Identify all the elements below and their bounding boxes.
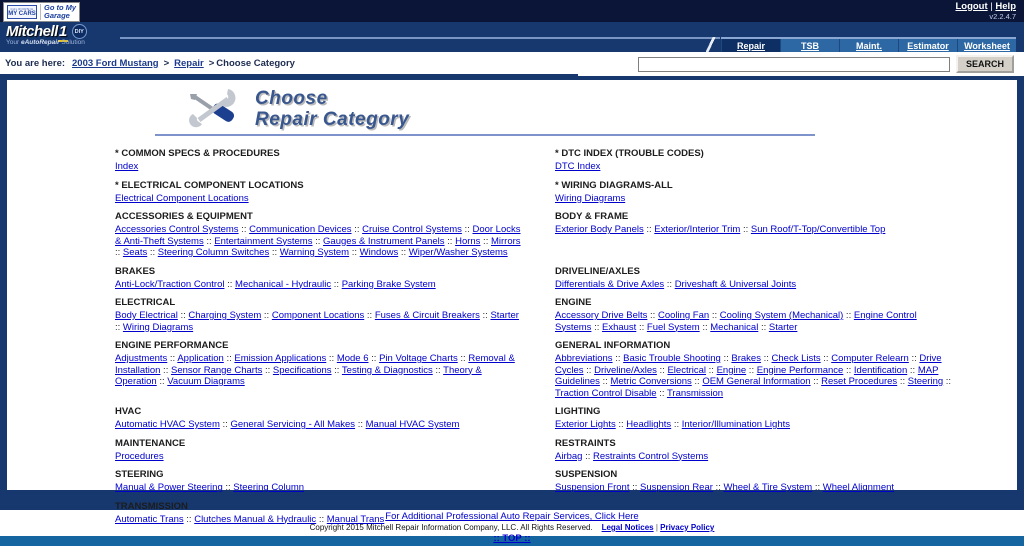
category-link[interactable]: Emission Applications: [234, 353, 327, 364]
category-section: [115, 406, 523, 431]
link-separator: ::: [760, 353, 772, 364]
breadcrumb-vehicle-link[interactable]: 2003 Ford Mustang: [72, 57, 159, 69]
link-separator: ::: [183, 513, 195, 525]
category-link[interactable]: MAP Guidelines: [555, 364, 939, 387]
category-section: [555, 469, 955, 494]
category-grid: [115, 148, 960, 532]
link-separator: ::: [712, 482, 724, 493]
category-link[interactable]: Sun Roof/T-Top/Convertible Top: [750, 224, 886, 235]
category-section: [115, 340, 523, 399]
category-links: [115, 353, 523, 388]
category-links: [115, 451, 523, 463]
category-link[interactable]: Mechanical: [710, 321, 759, 333]
category-section: [555, 501, 955, 526]
logout-link[interactable]: Logout: [955, 0, 988, 12]
link-separator: ::: [203, 235, 215, 247]
tab-maint[interactable]: Maint.: [839, 39, 898, 52]
link-separator: ::: [599, 376, 611, 387]
link-separator: ::: [480, 235, 491, 247]
category-title: TRANSMISSION: [115, 500, 188, 512]
category-links: [555, 419, 955, 431]
category-link[interactable]: Adjustments: [115, 353, 168, 364]
category-links: [115, 193, 523, 205]
category-section: [115, 438, 523, 463]
category-link[interactable]: Manual HVAC System: [365, 419, 460, 430]
category-link[interactable]: Pin Voltage Charts: [379, 353, 458, 364]
category-link[interactable]: Transmission: [666, 387, 724, 399]
category-section: [555, 180, 955, 205]
breadcrumb-row: [0, 52, 1024, 74]
category-link[interactable]: Manual Trans: [326, 513, 385, 525]
category-section: [115, 211, 523, 259]
link-separator: ::: [812, 482, 823, 493]
link-separator: ::: [656, 364, 668, 376]
link-separator: ::: [432, 364, 444, 376]
category-section: [555, 211, 955, 259]
link-separator: ::: [671, 419, 682, 430]
category-title: * ELECTRICAL COMPONENT LOCATIONS: [115, 179, 304, 191]
category-title: ENGINE: [555, 297, 592, 308]
category-link[interactable]: Exterior/Interior Trim: [654, 224, 741, 235]
link-separator: ::: [656, 387, 667, 399]
category-link[interactable]: Exterior Body Panels: [555, 224, 644, 235]
link-separator: ::: [720, 353, 732, 364]
category-link[interactable]: Check Lists: [771, 353, 821, 364]
category-link[interactable]: Charging System: [188, 310, 262, 321]
category-title: SUSPENSION: [555, 469, 618, 480]
category-section: [555, 148, 955, 173]
category-link[interactable]: Abbreviations: [555, 353, 613, 364]
link-separator: ::: [115, 321, 123, 333]
category-section: [115, 148, 523, 173]
category-link[interactable]: Component Locations: [271, 310, 365, 321]
link-separator: ::: [479, 310, 491, 321]
breadcrumb: [5, 58, 295, 69]
link-separator: ::: [907, 364, 918, 376]
category-section: [555, 340, 955, 399]
link-separator: ::: [612, 353, 624, 364]
category-title: ELECTRICAL: [115, 297, 176, 308]
category-link[interactable]: Suspension Rear: [640, 482, 713, 493]
category-section: [555, 266, 955, 291]
privacy-policy-link[interactable]: Privacy Policy: [660, 523, 715, 532]
link-separator: ::: [636, 321, 647, 333]
link-separator: ::: [664, 278, 675, 290]
category-link[interactable]: Door Locks & Anti-Theft Systems: [115, 224, 521, 247]
category-link[interactable]: Wiper/Washer Systems: [408, 247, 508, 258]
category-section: [115, 297, 523, 333]
category-title: * DTC INDEX (TROUBLE CODES): [555, 148, 704, 159]
link-separator: ::: [368, 353, 380, 364]
category-link[interactable]: Headlights: [626, 419, 672, 430]
link-separator: ::: [147, 247, 158, 258]
link-separator: ::: [156, 376, 168, 387]
category-title: GENERAL INFORMATION: [555, 340, 671, 351]
link-separator: ::: [269, 247, 280, 258]
category-link[interactable]: Fuses & Circuit Breakers: [374, 310, 480, 321]
garage-button-label: Go to My Garage: [40, 4, 76, 20]
logo-text: Mitchell1: [6, 23, 67, 40]
tab-diagonal-decoration: [703, 37, 717, 52]
category-link[interactable]: Mechanical - Hydraulic: [235, 278, 332, 290]
category-link[interactable]: DTC Index: [555, 161, 601, 172]
category-link[interactable]: Warning System: [279, 247, 350, 258]
category-link[interactable]: Traction Control Disable: [555, 387, 657, 399]
category-link[interactable]: Engine Control Systems: [555, 310, 917, 333]
category-link[interactable]: Mode 6: [336, 353, 369, 364]
category-links: [115, 419, 523, 431]
top-utility-bar: [0, 0, 1024, 22]
link-separator: ::: [843, 364, 854, 376]
category-links: [115, 161, 523, 173]
category-title: BODY & FRAME: [555, 211, 629, 222]
category-link[interactable]: Clutches Manual & Hydraulic: [194, 513, 317, 525]
category-link[interactable]: General Servicing - All Makes: [230, 419, 356, 430]
link-separator: ::: [582, 450, 594, 462]
tab-accent-line: [120, 37, 720, 39]
category-link[interactable]: Procedures: [115, 450, 164, 462]
category-link[interactable]: Removal & Installation: [115, 353, 515, 376]
search-panel: [578, 52, 1024, 76]
category-link[interactable]: Entertainment Systems: [214, 235, 313, 247]
category-link[interactable]: Vacuum Diagrams: [167, 376, 245, 387]
tab-repair[interactable]: Repair: [721, 39, 780, 52]
category-links: [555, 451, 955, 463]
link-separator: ::: [629, 482, 641, 493]
category-title: * COMMON SPECS & PROCEDURES: [115, 148, 280, 159]
link-separator: ::: [615, 419, 627, 430]
main-tab-bar: [721, 37, 1016, 52]
footer-link-divider: |: [653, 523, 661, 532]
link-separator: ::: [647, 310, 658, 321]
category-link[interactable]: Cooling System (Mechanical): [719, 310, 844, 321]
category-link[interactable]: Application: [177, 353, 224, 364]
category-link[interactable]: Anti-Lock/Traction Control: [115, 278, 225, 290]
link-separator: ::: [261, 310, 272, 321]
link-separator: ::: [444, 235, 456, 247]
category-link[interactable]: Basic Trouble Shooting: [623, 353, 721, 364]
category-link[interactable]: Engine: [716, 364, 747, 376]
category-section: [555, 297, 955, 333]
link-separator: ::: [331, 278, 342, 290]
category-link[interactable]: Electrical: [667, 364, 707, 376]
category-link[interactable]: Exterior Lights: [555, 419, 616, 430]
category-link[interactable]: Wheel & Tire System: [723, 482, 813, 493]
link-separator: ::: [355, 419, 366, 430]
category-links: [555, 193, 955, 205]
category-link[interactable]: Index: [115, 161, 139, 172]
breadcrumb-separator: >: [163, 57, 170, 69]
link-separator: ::: [115, 247, 123, 258]
category-link[interactable]: Electrical Component Locations: [115, 192, 249, 204]
link-separator: ::: [331, 364, 342, 376]
category-link[interactable]: Accessories Control Systems: [115, 224, 239, 235]
plate-state-text: CALIFORNIA: [10, 6, 34, 11]
category-link[interactable]: Cooling Fan: [657, 310, 710, 321]
link-divider: |: [987, 0, 996, 12]
category-link[interactable]: Restraints Control Systems: [593, 450, 709, 462]
category-link[interactable]: Mirrors: [490, 235, 521, 247]
breadcrumb-prefix: You are here:: [5, 57, 66, 69]
link-separator: ::: [238, 224, 250, 235]
link-separator: ::: [262, 364, 273, 376]
link-separator: ::: [457, 353, 469, 364]
link-separator: ::: [219, 419, 231, 430]
back-to-top-link[interactable]: :: TOP ::: [493, 533, 531, 544]
category-link[interactable]: Cruise Control Systems: [362, 224, 462, 235]
search-button[interactable]: SEARCH: [956, 55, 1014, 73]
category-link[interactable]: Suspension Front: [555, 482, 630, 493]
category-links: [115, 279, 523, 291]
category-links: [115, 482, 523, 494]
category-link[interactable]: Communication Devices: [249, 224, 352, 235]
category-link[interactable]: Sensor Range Charts: [170, 364, 263, 376]
breadcrumb-current: Choose Category: [216, 57, 295, 69]
category-link[interactable]: Steering Column: [233, 482, 305, 493]
link-separator: ::: [699, 321, 711, 333]
link-separator: ::: [398, 247, 409, 258]
category-link[interactable]: Wiring Diagrams: [555, 192, 626, 204]
category-section: [115, 180, 523, 205]
page-title-block: [185, 86, 409, 130]
link-separator: ::: [583, 364, 595, 376]
category-title: RESTRAINTS: [555, 437, 616, 449]
category-title: STEERING: [115, 469, 164, 480]
category-links: [555, 482, 955, 494]
category-link[interactable]: Manual & Power Steering: [115, 482, 223, 493]
category-title: BRAKES: [115, 265, 156, 277]
link-separator: ::: [223, 353, 235, 364]
link-separator: ::: [591, 321, 602, 333]
category-link[interactable]: Driveshaft & Universal Joints: [674, 278, 797, 290]
link-separator: ::: [810, 376, 822, 387]
link-separator: ::: [709, 310, 720, 321]
link-separator: ::: [758, 321, 769, 333]
license-plate-icon: [7, 5, 37, 19]
category-link[interactable]: Wheel Alignment: [822, 482, 895, 493]
link-separator: ::: [740, 224, 751, 235]
category-section: [115, 469, 523, 494]
link-separator: ::: [167, 353, 178, 364]
link-separator: ::: [316, 513, 327, 525]
category-title: LIGHTING: [555, 406, 601, 417]
link-separator: ::: [351, 224, 363, 235]
category-link[interactable]: Metric Conversions: [610, 376, 692, 387]
link-separator: ::: [820, 353, 832, 364]
category-link[interactable]: Brakes: [731, 353, 761, 364]
breadcrumb-repair-link[interactable]: Repair: [174, 57, 204, 69]
category-link[interactable]: Steering: [907, 376, 944, 387]
category-link[interactable]: Airbag: [555, 450, 583, 462]
category-link[interactable]: Drive Cycles: [555, 353, 942, 376]
category-links: [555, 279, 955, 291]
category-title: DRIVELINE/AXLES: [555, 265, 640, 277]
category-title: ENGINE PERFORMANCE: [115, 340, 229, 351]
footer-promo-link[interactable]: For Additional Professional Auto Repair Services, Click Here: [385, 511, 639, 522]
session-links: [955, 2, 1016, 21]
category-link[interactable]: Gauges & Instrument Panels: [323, 235, 445, 247]
link-separator: ::: [643, 224, 655, 235]
category-links: [115, 514, 523, 526]
help-link[interactable]: Help: [995, 0, 1016, 12]
category-section: [555, 406, 955, 431]
category-title: ACCESSORIES & EQUIPMENT: [115, 211, 253, 222]
link-separator: ::: [364, 310, 375, 321]
category-links: [555, 161, 955, 173]
tab-tsb[interactable]: TSB: [780, 39, 839, 52]
category-link[interactable]: Identification: [853, 364, 908, 376]
title-divider: [155, 134, 815, 136]
category-link[interactable]: Reset Procedures: [821, 376, 898, 387]
category-links: [555, 310, 955, 333]
category-link[interactable]: Accessory Drive Belts: [555, 310, 648, 321]
category-link[interactable]: Windows: [359, 247, 399, 258]
category-link[interactable]: Automatic HVAC System: [115, 419, 220, 430]
logo-tagline: Your eAutoRepair Solution: [6, 39, 85, 46]
category-link[interactable]: Interior/Illumination Lights: [681, 419, 790, 430]
category-link[interactable]: Starter: [490, 310, 519, 321]
category-links: [115, 310, 523, 333]
category-link[interactable]: Testing & Diagnostics: [341, 364, 433, 376]
category-link[interactable]: Body Electrical: [115, 310, 178, 321]
tab-worksheet[interactable]: Worksheet: [957, 39, 1016, 52]
link-separator: ::: [177, 310, 189, 321]
category-link[interactable]: Differentials & Drive Axles: [555, 278, 665, 290]
link-separator: ::: [943, 376, 952, 387]
mitchell1-logo: [6, 23, 87, 46]
category-link[interactable]: Computer Relearn: [831, 353, 909, 364]
breadcrumb-separator: >: [208, 57, 215, 69]
category-link[interactable]: OEM General Information: [702, 376, 811, 387]
link-separator: ::: [706, 364, 717, 376]
link-separator: ::: [312, 235, 324, 247]
legal-notices-link[interactable]: Legal Notices: [601, 523, 654, 532]
category-link[interactable]: Horns: [455, 235, 481, 247]
category-link[interactable]: Automatic Trans: [115, 513, 184, 525]
category-link[interactable]: Driveline/Axles: [594, 364, 657, 376]
tab-estimator[interactable]: Estimator: [898, 39, 957, 52]
link-separator: ::: [908, 353, 920, 364]
link-separator: ::: [349, 247, 360, 258]
category-links: [555, 224, 955, 236]
category-section: [115, 266, 523, 291]
app-version: v2.2.4.7: [989, 11, 1016, 21]
category-link[interactable]: Fuel System: [646, 321, 700, 333]
brand-header: [0, 22, 1024, 52]
link-separator: ::: [222, 482, 234, 493]
copyright-text: Copyright 2015 Mitchell Repair Information Company, LLC. All Rights Reserved.: [309, 523, 593, 532]
category-link[interactable]: Wiring Diagrams: [122, 321, 194, 333]
link-separator: ::: [326, 353, 337, 364]
link-separator: ::: [843, 310, 854, 321]
category-links: [555, 353, 955, 399]
go-to-my-garage-button[interactable]: [3, 2, 80, 22]
search-input[interactable]: [638, 57, 950, 72]
diy-badge-icon: DIY: [72, 24, 87, 39]
category-title: * WIRING DIAGRAMS-ALL: [555, 179, 673, 191]
category-link[interactable]: Starter: [768, 321, 798, 333]
link-separator: ::: [691, 376, 703, 387]
category-title: HVAC: [115, 406, 142, 417]
category-link[interactable]: Theory & Operation: [115, 364, 482, 387]
link-separator: ::: [461, 224, 473, 235]
category-link[interactable]: Seats: [122, 247, 148, 258]
category-link[interactable]: Specifications: [272, 364, 332, 376]
crossed-tools-icon: [185, 86, 241, 130]
category-link[interactable]: Engine Performance: [756, 364, 844, 376]
category-link[interactable]: Exhaust: [602, 321, 637, 333]
plate-text: MY CARS: [8, 10, 36, 17]
page-title: Choose Repair Category: [255, 88, 410, 130]
category-section: [555, 438, 955, 463]
category-links: [115, 224, 523, 259]
category-link[interactable]: Parking Brake System: [341, 278, 436, 290]
category-section: [115, 501, 523, 526]
category-link[interactable]: Steering Column Switches: [157, 247, 270, 258]
category-title: MAINTENANCE: [115, 437, 186, 449]
link-separator: ::: [746, 364, 757, 376]
link-separator: ::: [160, 364, 171, 376]
link-separator: ::: [224, 278, 236, 290]
link-separator: ::: [897, 376, 908, 387]
